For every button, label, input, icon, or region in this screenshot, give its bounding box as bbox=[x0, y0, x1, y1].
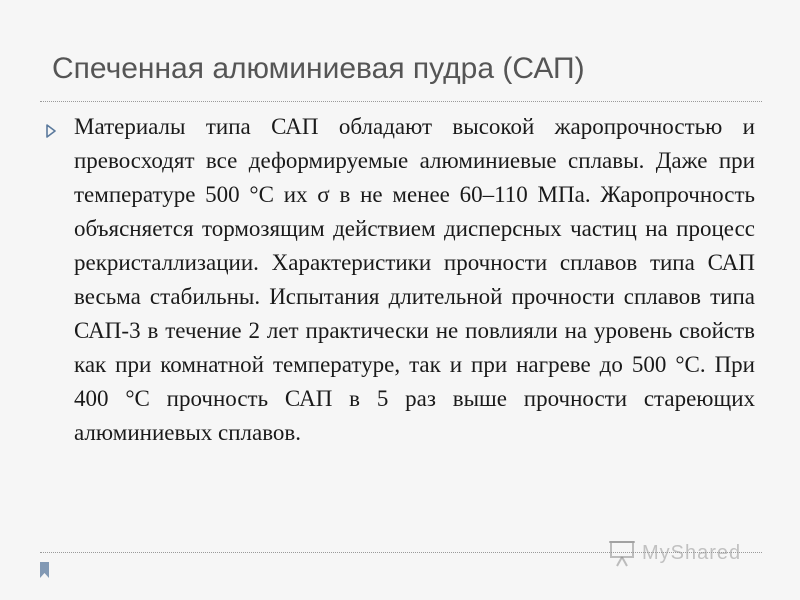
bullet-paragraph: Материалы типа САП обладают высокой жаропрочностью и превосходят все деформируемые алюминиевые сплавы. Даже при температуре 500 °С их σ в не менее 60–110 МПа. Жаропрочность объясняется тормозящим действием дисперсных частиц на процесс рекристаллизации. Характеристики прочности сплавов типа САП весьма стабильны. Испытания длительной прочности сплавов типа САП-3 в течение 2 лет практически не повлияли на уровень свойств как при комнатной температуре, так и при нагреве до 500 °С. При 400 °С прочность САП в 5 раз выше прочности стареющих алюминиевых сплавов. bbox=[74, 114, 755, 445]
bookmark-icon bbox=[39, 561, 50, 579]
presentation-board-icon bbox=[608, 538, 640, 568]
title-divider bbox=[40, 101, 762, 102]
watermark bbox=[608, 538, 760, 568]
slide-title: Спеченная алюминиевая пудра (САП) bbox=[52, 52, 585, 85]
watermark-text: MyShared bbox=[642, 542, 742, 564]
triangle-right-icon bbox=[45, 124, 57, 138]
